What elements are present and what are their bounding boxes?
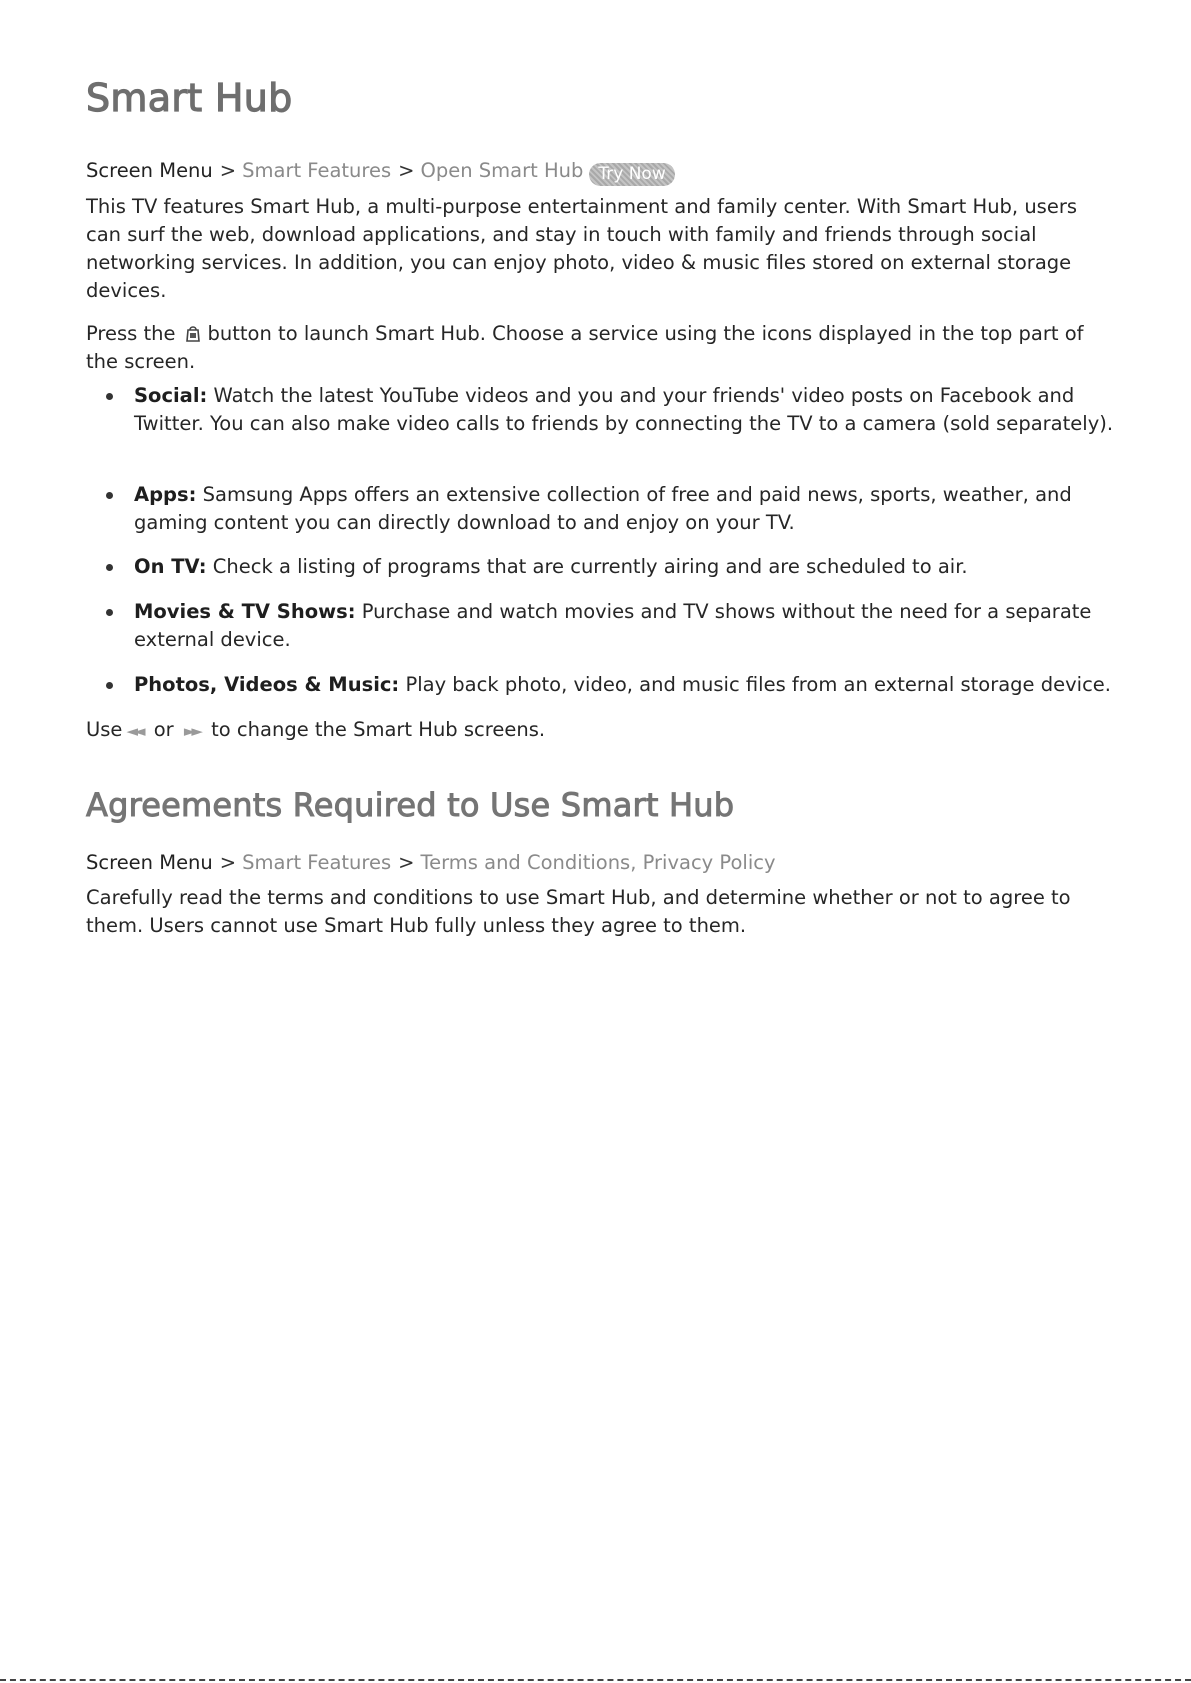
intro-paragraph: This TV features Smart Hub, a multi-purpose entertainment and family center. With Smart Hub, users can surf the web, download applications, and stay in touch with family and friends through social networking services. In addition, you can enjoy photo, video & music files stored on external storage devices. xyxy=(86,195,1078,302)
bullet-text: Purchase and watch movies and TV shows without the need for a separate external device. xyxy=(134,600,1092,651)
bullet-label: Social: xyxy=(134,384,208,407)
page-bottom-rule xyxy=(0,1679,1191,1681)
bullet-dot xyxy=(106,609,113,616)
rewind-icon: ◄◄ xyxy=(126,722,142,740)
use-text-after: to change the Smart Hub screens. xyxy=(211,718,546,741)
page-title: Smart Hub xyxy=(86,76,293,120)
bullet-text: Check a listing of programs that are currently airing and are scheduled to air. xyxy=(212,555,968,578)
bullet-label: Photos, Videos & Music: xyxy=(134,673,400,696)
list-item xyxy=(134,671,1119,699)
bullet-dot xyxy=(106,492,113,499)
bullet-label: Apps: xyxy=(134,483,197,506)
try-now-button[interactable]: Try Now xyxy=(589,163,674,186)
bullet-text: Samsung Apps offers an extensive collection of free and paid news, sports, weather, and gaming content you can directly download to and enjoy on your TV. xyxy=(134,483,1072,534)
breadcrumb-smart-features[interactable]: Smart Features xyxy=(242,159,392,182)
bullet-label: On TV: xyxy=(134,555,207,578)
breadcrumb-separator: > xyxy=(398,159,415,182)
breadcrumb-open-smart-hub[interactable]: Open Smart Hub xyxy=(420,159,584,182)
agreements-paragraph: Carefully read the terms and conditions to use Smart Hub, and determine whether or not to agree to them. Users cannot use Smart Hub fully unless they agree to them. xyxy=(86,886,1071,937)
smart-hub-icon xyxy=(185,323,201,342)
bullet-dot xyxy=(106,393,113,400)
bullet-dot xyxy=(106,564,113,571)
bullet-text: Play back photo, video, and music files from an external storage device. xyxy=(405,673,1111,696)
list-item xyxy=(134,553,1119,581)
use-text: Use xyxy=(86,718,123,741)
section-title: Agreements Required to Use Smart Hub xyxy=(86,786,735,824)
press-text-after: button to launch Smart Hub. Choose a service using the icons displayed in the top part of the screen. xyxy=(86,322,1084,373)
bullet-dot xyxy=(106,682,113,689)
press-text-before: Press the xyxy=(86,322,176,345)
breadcrumb-terms-privacy[interactable]: Terms and Conditions, Privacy Policy xyxy=(420,851,776,874)
list-item xyxy=(134,598,1119,654)
breadcrumb-root: Screen Menu xyxy=(86,851,213,874)
breadcrumb-root: Screen Menu xyxy=(86,159,213,182)
breadcrumb-separator: > xyxy=(398,851,415,874)
breadcrumb xyxy=(86,159,675,186)
press-paragraph xyxy=(86,320,1116,376)
fast-forward-icon: ►► xyxy=(183,722,199,740)
navigation-paragraph xyxy=(86,716,1116,745)
breadcrumb-separator: > xyxy=(219,851,237,874)
bullet-text: Watch the latest YouTube videos and you and your friends' video posts on Facebook and Twitter. You can also make video calls to friends by connecting the TV to a camera (sold separately). xyxy=(134,384,1114,435)
breadcrumb-separator: > xyxy=(219,159,237,182)
breadcrumb-smart-features[interactable]: Smart Features xyxy=(242,851,392,874)
list-item xyxy=(134,481,1119,537)
or-text: or xyxy=(153,718,174,741)
breadcrumb xyxy=(86,851,776,875)
list-item xyxy=(134,382,1119,438)
bullet-label: Movies & TV Shows: xyxy=(134,600,356,623)
